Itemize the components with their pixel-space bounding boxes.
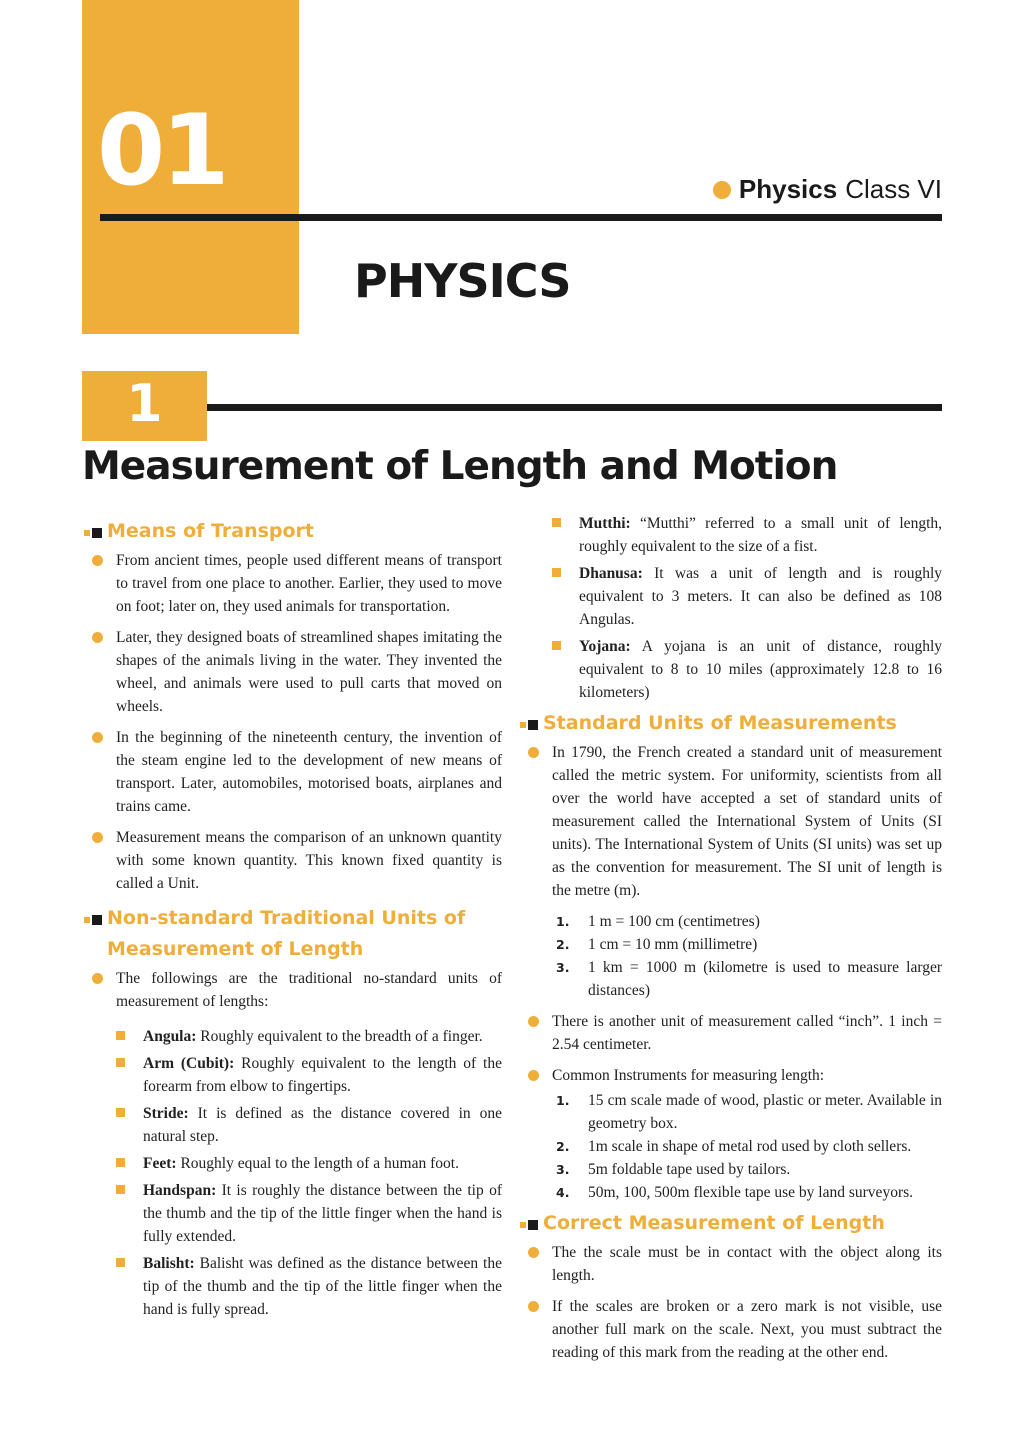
subject-name: Physics [738, 174, 838, 204]
left-column [84, 512, 502, 1325]
unit-item-dhanusa: Dhanusa: It was a unit of length and is roughly equivalent to 3 meters. It can also be defined as 108 Angulas. [520, 562, 942, 631]
list-item: Measurement means the comparison of an unknown quantity with some known quantity. This known fixed quantity is called a Unit. [84, 826, 502, 895]
heading-non-standard-units: Non-standard Traditional Units of Measurement of Length [84, 903, 502, 965]
numbered-item: 3. 1 km = 1000 m (kilometre is used to measure larger distances) [556, 959, 942, 999]
unit-item-yojana: Yojana: A yojana is an unit of distance, roughly equivalent to 8 to 10 miles (approximately 12.8 to 16 kilometers) [520, 635, 942, 704]
bullet-dot-icon [713, 181, 731, 199]
list-item: The followings are the traditional no-standard units of measurement of lengths: [84, 967, 502, 1013]
unit-rule [207, 404, 942, 411]
list-item: Later, they designed boats of streamlined shapes imitating the shapes of the animals living in the water. They invented the wheel, and animals were used to pull carts that moved on wheels. [84, 626, 502, 718]
bullet-dot-icon [92, 555, 103, 566]
heading-marker-icon [84, 915, 103, 925]
bullet-dot-icon [528, 1247, 539, 1258]
heading-marker-icon [84, 528, 103, 538]
chapter-number: 01 [97, 94, 226, 208]
list-item: From ancient times, people used different means of transport to travel from one place to another. Earlier, they used to move on foot; later on, they used animals for transportation. [84, 549, 502, 618]
numbered-item: 1. 1 m = 100 cm (centimetres) [556, 913, 760, 930]
bullet-dot-icon [92, 632, 103, 643]
header-rule [100, 214, 942, 221]
unit-number: 1 [126, 374, 163, 434]
list-item: In the beginning of the nineteenth century, the invention of the steam engine led to the development of new means of transport. Later, automobiles, motorised boats, airplanes and trains came. [84, 726, 502, 818]
square-bullet-icon [116, 1158, 125, 1167]
bullet-dot-icon [528, 1016, 539, 1027]
unit-item-mutthi: Mutthi: “Mutthi” referred to a small unit of length, roughly equivalent to the size of a fist. [520, 512, 942, 558]
list-item: The the scale must be in contact with the object along its length. [520, 1241, 942, 1287]
unit-item-arm: Arm (Cubit): Roughly equivalent to the length of the forearm from elbow to fingertips. [84, 1052, 502, 1098]
square-bullet-icon [552, 568, 561, 577]
list-item: In 1790, the French created a standard unit of measurement called the metric system. For uniformity, scientists from all over the world have accepted a set of standard units of measurement called the International System of Units (SI units). The International System of Units (SI units) was set up as the convention for measurement. The SI unit of length is the metre (m). [520, 741, 942, 902]
square-bullet-icon [116, 1058, 125, 1067]
unit-item-stride: Stride: It is defined as the distance covered in one natural step. [84, 1102, 502, 1148]
heading-means-of-transport: Means of Transport [84, 516, 502, 547]
heading-standard-units: Standard Units of Measurements [520, 708, 942, 739]
bullet-dot-icon [528, 1070, 539, 1081]
heading-marker-icon [520, 720, 539, 730]
list-item: If the scales are broken or a zero mark is not visible, use another full mark on the scale. Next, you must subtract the reading of this mark from the reading at the other end. [520, 1295, 942, 1364]
square-bullet-icon [552, 518, 561, 527]
unit-item-angula: Angula: Roughly equivalent to the breadth of a finger. [84, 1025, 502, 1048]
numbered-item: 4. 50m, 100, 500m flexible tape use by land surveyors. [556, 1184, 914, 1201]
subject-tag [713, 174, 942, 205]
numbered-item: 2. 1 cm = 10 mm (millimetre) [556, 936, 758, 953]
bullet-dot-icon [528, 1301, 539, 1312]
bullet-dot-icon [528, 747, 539, 758]
square-bullet-icon [552, 641, 561, 650]
bullet-dot-icon [92, 832, 103, 843]
unit-item-feet: Feet: Roughly equal to the length of a human foot. [84, 1152, 502, 1175]
list-item: Common Instruments for measuring length: [520, 1064, 942, 1087]
numbered-item: 2. 1m scale in shape of metal rod used by cloth sellers. [556, 1138, 912, 1155]
class-name: Class VI [845, 174, 942, 204]
right-column [520, 512, 942, 1372]
bullet-dot-icon [92, 732, 103, 743]
square-bullet-icon [116, 1031, 125, 1040]
square-bullet-icon [116, 1185, 125, 1194]
chapter-title: Measurement of Length and Motion [82, 444, 838, 489]
square-bullet-icon [116, 1108, 125, 1117]
numbered-item: 1. 15 cm scale made of wood, plastic or meter. Available in geometry box. [556, 1092, 942, 1132]
heading-marker-icon [520, 1220, 539, 1230]
unit-item-balisht: Balisht: Balisht was defined as the distance between the tip of the thumb and the tip of the little finger when the hand is fully spread. [84, 1252, 502, 1321]
bullet-dot-icon [92, 973, 103, 984]
heading-correct-measurement: Correct Measurement of Length [520, 1208, 942, 1239]
section-title: PHYSICS [354, 254, 571, 308]
unit-item-handspan: Handspan: It is roughly the distance between the tip of the thumb and the tip of the little finger when the hand is fully extended. [84, 1179, 502, 1248]
list-item: There is another unit of measurement called “inch”. 1 inch = 2.54 centimeter. [520, 1010, 942, 1056]
square-bullet-icon [116, 1258, 125, 1267]
numbered-item: 3. 5m foldable tape used by tailors. [556, 1161, 791, 1178]
